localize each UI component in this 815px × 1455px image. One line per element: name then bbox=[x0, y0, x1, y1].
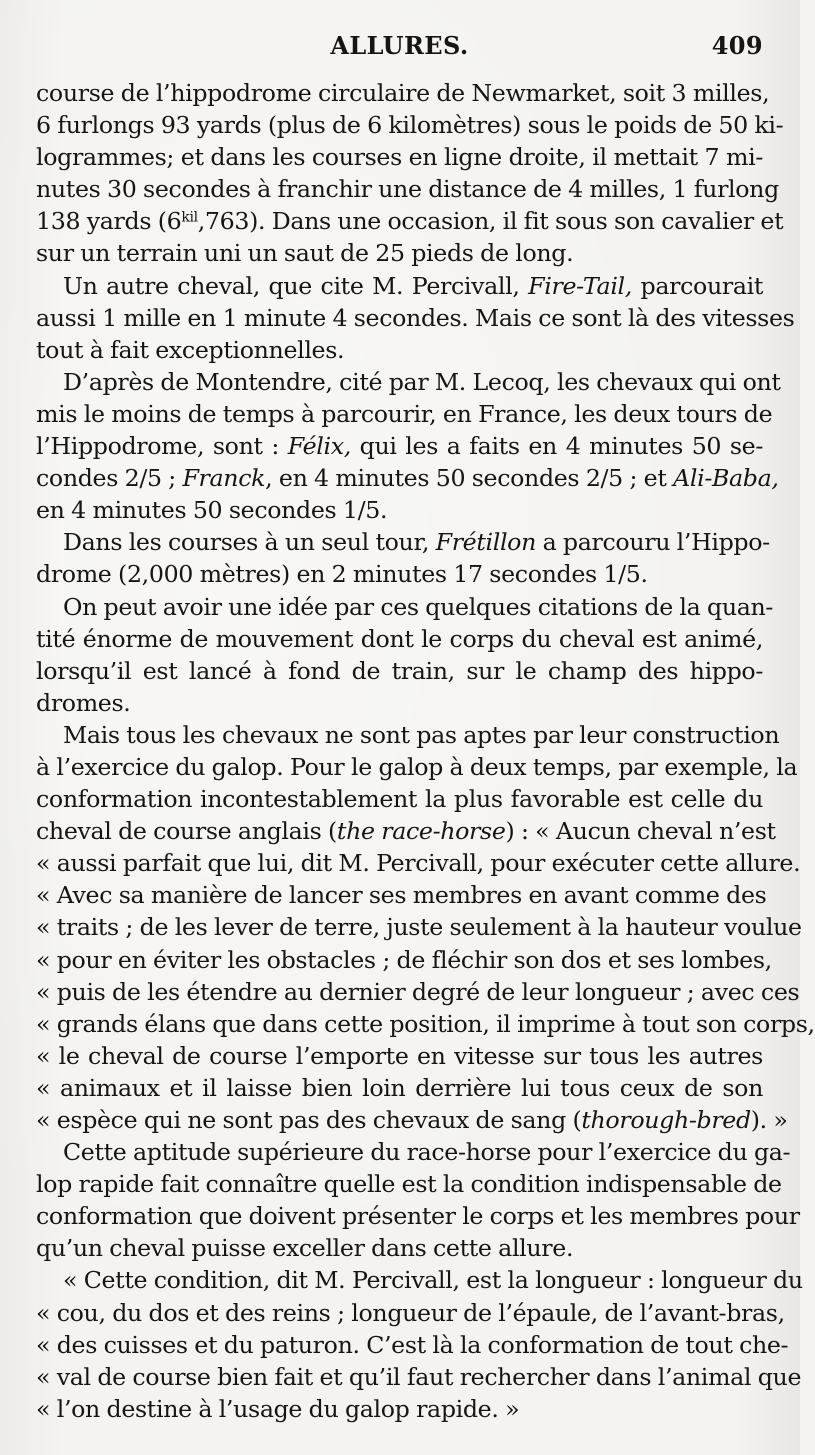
quoted-line: « traits ; de les lever de terre, juste seulement à la hauteur voulue bbox=[36, 913, 802, 942]
text-line: conformation que doivent présenter le corps et les membres pour bbox=[36, 1202, 800, 1231]
italic-term: the race-horse bbox=[336, 817, 506, 846]
italic-term: thorough-bred bbox=[581, 1106, 751, 1134]
paragraph-start-line: D’après de Montendre, cité par M. Lecoq, les chevaux qui ont bbox=[63, 367, 781, 396]
quoted-line: « espèce qui ne sont pas des chevaux de sang (thorough-bred). » bbox=[36, 1106, 788, 1134]
quoted-line: « Avec sa manière de lancer ses membres en avant comme des bbox=[36, 881, 767, 910]
italic-name: Ali-Baba, bbox=[673, 464, 779, 493]
text-line: 138 yards $(6^{kil},763)$. Dans une occasion, il fit sous son cavalier et bbox=[36, 207, 784, 236]
italic-name: Félix, bbox=[287, 432, 351, 461]
text-line: tout à fait exceptionnelles. bbox=[36, 335, 345, 364]
text-line: conformation incontestablement la plus favorable est celle du bbox=[36, 785, 763, 814]
paragraph-start-line: On peut avoir une idée par ces quelques citations de la quan- bbox=[63, 592, 774, 621]
quoted-line: « cou, du dos et des reins ; longueur de l’épaule, de l’avant-bras, bbox=[36, 1298, 785, 1327]
text-line: à l’exercice du galop. Pour le galop à deux temps, par exemple, la bbox=[36, 752, 798, 781]
text-line: sur un terrain uni un saut de 25 pieds de long. bbox=[36, 239, 574, 268]
body-text bbox=[36, 77, 815, 1423]
text-line: course de l’hippodrome circulaire de Newmarket, soit 3 milles, bbox=[36, 79, 770, 107]
quoted-line: « animaux et il laisse bien loin derrière lui tous ceux de son bbox=[36, 1073, 763, 1102]
text-line: tité énorme de mouvement dont le corps du cheval est animé, bbox=[36, 624, 763, 653]
quoted-line: « val de course bien fait et qu’il faut rechercher dans l’animal que bbox=[36, 1362, 802, 1391]
text-line: 6 furlongs 93 yards (plus de 6 kilomètres) sous le poids de 50 ki- bbox=[36, 111, 784, 140]
quoted-line: « des cuisses et du paturon. C’est là la conformation de tout che- bbox=[36, 1330, 789, 1359]
quoted-line: « grands élans que dans cette position, il imprime à tout son corps, bbox=[36, 1009, 815, 1038]
quoted-paragraph-start-line: « Cette condition, dit M. Percivall, est la longueur : longueur du bbox=[63, 1266, 803, 1295]
text-line: qu’un cheval puisse exceller dans cette allure. bbox=[36, 1234, 574, 1263]
paragraph-start-line: Cette aptitude supérieure du race-horse pour l’exercice du ga- bbox=[63, 1138, 791, 1167]
text-line: lorsqu’il est lancé à fond de train, sur le champ des hippo- bbox=[36, 656, 763, 685]
text-line: lop rapide fait connaître quelle est la condition indispensable de bbox=[36, 1170, 782, 1199]
page-number: 409 bbox=[711, 31, 763, 60]
italic-name: Franck bbox=[182, 464, 266, 493]
quoted-line: « puis de les étendre au dernier degré de leur longueur ; avec ces bbox=[36, 977, 800, 1006]
text-line: l’Hippodrome, sont : Félix, qui les a faits en 4 minutes 50 se- bbox=[36, 432, 764, 461]
running-head: ALLURES. bbox=[330, 31, 469, 60]
superscript-unit: kil bbox=[181, 209, 198, 226]
quoted-line: « l’on destine à l’usage du galop rapide. » bbox=[36, 1394, 520, 1423]
page-header bbox=[36, 31, 763, 61]
paragraph-start-line: Dans les courses à un seul tour, Frétillon a parcouru l’Hippo- bbox=[63, 528, 770, 557]
text-line: aussi 1 mille en 1 minute 4 secondes. Mais ce sont là des vitesses bbox=[36, 303, 795, 332]
text-line: en 4 minutes 50 secondes 1/5. bbox=[36, 496, 388, 525]
text-line: logrammes; et dans les courses en ligne droite, il mettait 7 mi- bbox=[36, 143, 763, 172]
italic-name: Frétillon bbox=[435, 528, 536, 557]
text-line: drome (2,000 mètres) en 2 minutes 17 secondes 1/5. bbox=[36, 560, 648, 589]
text-line: nutes 30 secondes à franchir une distance de 4 milles, 1 furlong bbox=[36, 175, 779, 204]
paragraph-start-line: Un autre cheval, que cite M. Percivall, Fire-Tail, parcourait bbox=[63, 271, 763, 300]
italic-name: Fire-Tail, bbox=[528, 271, 632, 300]
text-line: cheval de course anglais (the race-horse) : « Aucun cheval n’est bbox=[36, 817, 776, 846]
paragraph-start-line: Mais tous les chevaux ne sont pas aptes par leur construction bbox=[63, 720, 780, 749]
quoted-line: « aussi parfait que lui, dit M. Percivall, pour exécuter cette allure. bbox=[36, 849, 801, 878]
quoted-line: « le cheval de course l’emporte en vitesse sur tous les autres bbox=[36, 1041, 763, 1070]
quoted-line: « pour en éviter les obstacles ; de fléchir son dos et ses lombes, bbox=[36, 945, 772, 974]
text-line: mis le moins de temps à parcourir, en France, les deux tours de bbox=[36, 399, 773, 428]
text-line: condes 2/5 ; Franck, en 4 minutes 50 secondes 2/5 ; et Ali-Baba, bbox=[36, 464, 779, 493]
text-line: dromes. bbox=[36, 688, 131, 717]
